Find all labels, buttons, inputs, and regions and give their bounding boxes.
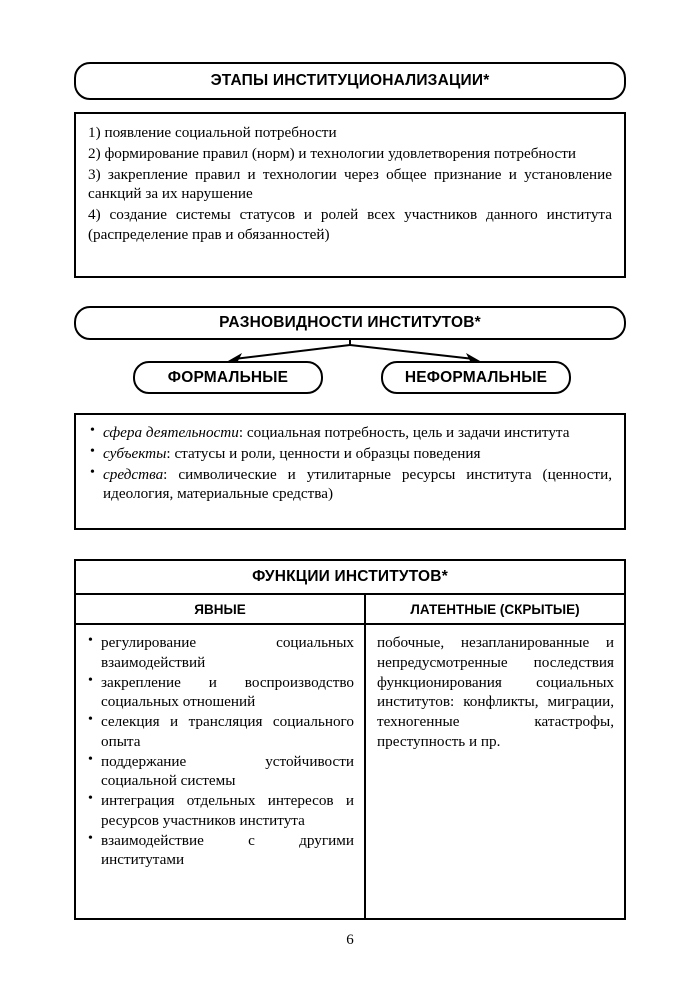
functions-header-title: ФУНКЦИИ ИНСТИТУТОВ* (252, 568, 448, 586)
functions-content-row (76, 625, 624, 918)
type-informal-label: НЕФОРМАЛЬНЫЕ (404, 368, 548, 386)
type-formal-label: ФОРМАЛЬНЫЕ (167, 368, 289, 386)
stage-item: 1) появление социальной потребности (88, 124, 337, 141)
functions-latent-cell (366, 625, 624, 918)
functions-header-row (76, 561, 624, 595)
stage-item: 2) формирование правил (норм) и технологии удовлетворения потребности (88, 144, 577, 162)
types-header-box (74, 306, 626, 340)
types-header-title: РАЗНОВИДНОСТИ ИНСТИТУТОВ* (219, 314, 481, 332)
functions-table (74, 559, 626, 920)
list-item: • закрепление и воспроизводство социальных отношений (86, 673, 354, 713)
types-body-box (74, 413, 626, 530)
stage-item: 4) создание системы статусов и ролей всех участников данного института (распределение прав и обязанностей) (88, 206, 612, 243)
page-number: 6 (346, 932, 354, 948)
stages-body-box (74, 112, 626, 278)
list-item: • интеграция отдельных интересов и ресурсов участников института (86, 791, 354, 831)
functions-column-header-row (76, 595, 624, 625)
list-item (88, 444, 612, 464)
types-desc: : социальная потребность, цель и задачи института (238, 424, 570, 441)
functions-column-header-explicit: ЯВНЫЕ (76, 595, 366, 623)
type-formal-box (133, 361, 323, 394)
list-item (88, 465, 612, 505)
types-desc: : символические и утилитарные ресурсы института (ценности, идеология, материальные средства) (103, 465, 612, 503)
list-item: • поддержание устойчивости социальной системы (86, 752, 354, 792)
functions-explicit-list (86, 633, 354, 870)
types-desc: : статусы и роли, ценности и образцы поведения (166, 444, 481, 462)
list-item: • взаимодействие с другими институтами (86, 831, 354, 871)
stage-item: 3) закрепление правил и технологии через общее признание и установление санкций за их нарушение (88, 165, 612, 203)
list-item: • селекция и трансляция социального опыта (86, 712, 354, 752)
stages-header-title: ЭТАПЫ ИНСТИТУЦИОНАЛИЗАЦИИ* (210, 72, 490, 90)
list-item (88, 423, 612, 443)
types-term: сфера деятельности (103, 424, 239, 441)
type-informal-box (381, 361, 571, 394)
functions-latent-text: побочные, незапланированные и непредусмотренные последствия функционирования социальных институтов: конфликты, миграции, техногенные катастрофы, преступность и пр. (377, 634, 614, 750)
functions-explicit-cell (76, 625, 366, 918)
functions-column-header-latent: ЛАТЕНТНЫЕ (СКРЫТЫЕ) (410, 601, 580, 617)
list-item: • регулирование социальных взаимодействий (86, 633, 354, 673)
types-term: субъекты (103, 444, 167, 462)
types-bullet-list (88, 423, 612, 504)
types-term: средства (103, 465, 164, 483)
stages-header-box (74, 62, 626, 100)
